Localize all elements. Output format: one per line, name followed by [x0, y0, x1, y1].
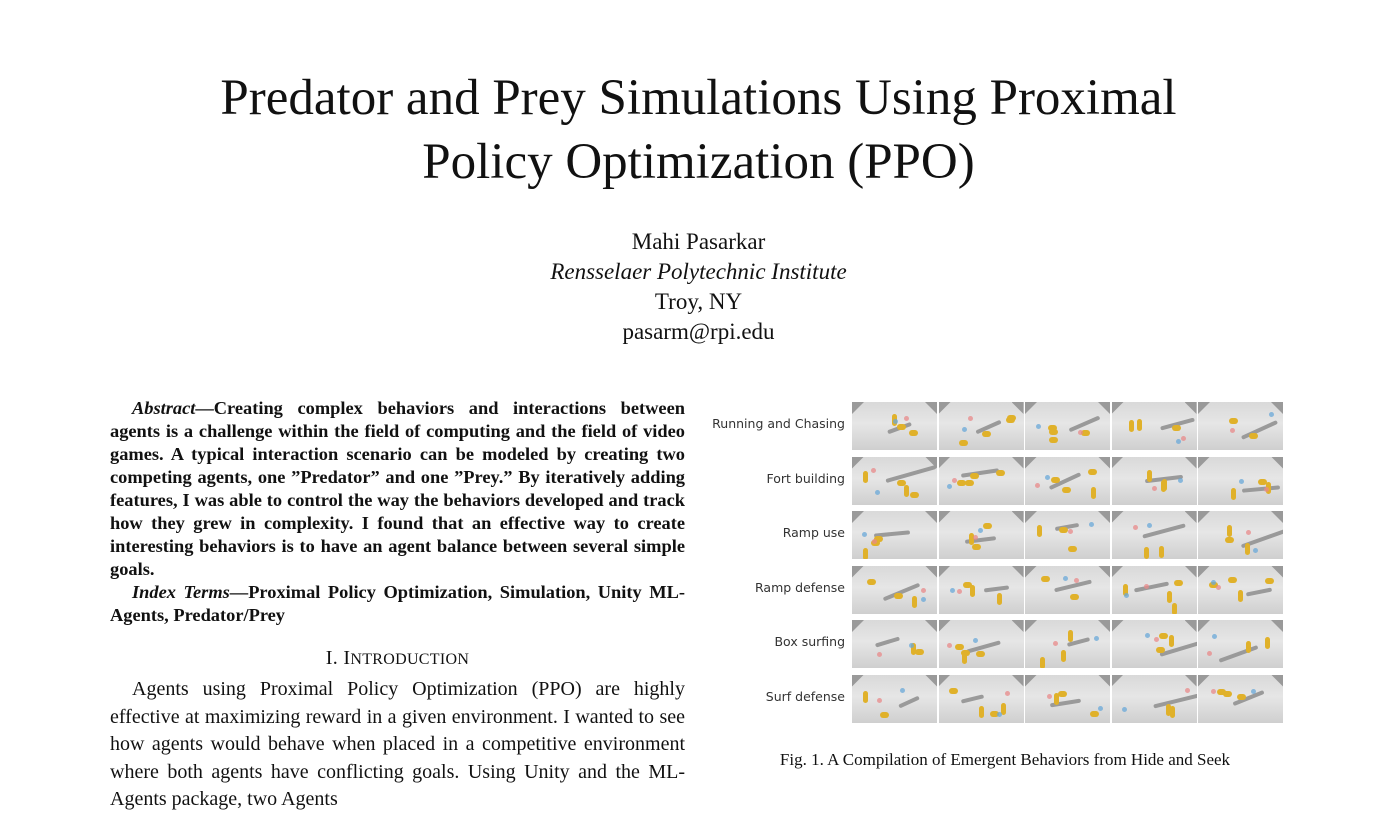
box-shape: [1249, 433, 1258, 439]
behavior-thumbnail: [1112, 620, 1197, 668]
figure-row: [705, 511, 1295, 559]
agent-shape: [952, 478, 957, 483]
agent-shape: [862, 532, 867, 537]
box-shape: [897, 424, 906, 430]
ramp-shape: [875, 636, 900, 647]
box-shape: [863, 548, 868, 559]
ramp-shape: [898, 696, 920, 709]
box-shape: [1225, 537, 1234, 543]
agent-shape: [909, 643, 914, 648]
ramp-shape: [1134, 582, 1169, 593]
behavior-thumbnail: [1025, 402, 1110, 450]
left-column: [110, 397, 685, 814]
behavior-thumbnail: [939, 457, 1024, 505]
behavior-thumbnail: [1112, 457, 1197, 505]
box-shape: [983, 523, 992, 529]
author-location: Troy, NY: [654, 289, 743, 314]
figure-row-label: Surf defense: [765, 688, 845, 704]
behavior-thumbnail: [1198, 402, 1283, 450]
agent-shape: [1181, 436, 1186, 441]
behavior-thumbnail: [852, 402, 937, 450]
agent-shape: [1089, 522, 1094, 527]
agent-shape: [1152, 486, 1157, 491]
agent-shape: [1185, 688, 1190, 693]
agent-shape: [1053, 641, 1058, 646]
box-shape: [959, 440, 968, 446]
ramp-shape: [984, 586, 1009, 593]
abstract-lead: Abstract: [132, 398, 196, 418]
agent-shape: [1239, 479, 1244, 484]
figure-1: [705, 402, 1295, 720]
figure-row: [705, 457, 1295, 505]
section-heading: [110, 647, 685, 670]
figure-row: [705, 566, 1295, 614]
box-shape: [1246, 641, 1251, 653]
agent-shape: [1212, 634, 1217, 639]
agent-shape: [997, 712, 1002, 717]
ramp-shape: [961, 468, 999, 478]
agent-shape: [1269, 412, 1274, 417]
box-shape: [1088, 469, 1097, 475]
agent-shape: [1047, 694, 1052, 699]
box-shape: [955, 644, 964, 650]
box-shape: [970, 473, 979, 479]
box-shape: [1159, 633, 1168, 639]
behavior-thumbnail: [1198, 457, 1283, 505]
box-shape: [1159, 546, 1164, 558]
agent-shape: [1045, 475, 1050, 480]
box-shape: [970, 585, 975, 597]
box-shape: [1167, 591, 1172, 603]
agent-shape: [950, 588, 955, 593]
agent-shape: [1246, 530, 1251, 535]
behavior-thumbnail: [852, 675, 937, 723]
box-shape: [863, 691, 868, 703]
figure-row-label: Fort building: [766, 470, 845, 486]
author-affiliation: Rensselaer Polytechnic Institute: [550, 259, 847, 284]
ramp-shape: [1153, 693, 1197, 708]
behavior-thumbnail: [1025, 566, 1110, 614]
box-shape: [912, 596, 917, 608]
agent-shape: [1005, 691, 1010, 696]
agent-shape: [1176, 439, 1181, 444]
title-line-1: Predator and Prey Simulations Using Proximal: [220, 70, 1177, 126]
box-shape: [1091, 487, 1096, 499]
section-title-first: I: [343, 647, 351, 669]
figure-row: [705, 675, 1295, 723]
box-shape: [1129, 420, 1134, 432]
agent-shape: [1216, 585, 1221, 590]
box-shape: [1059, 527, 1068, 533]
agent-shape: [1211, 689, 1216, 694]
box-shape: [1237, 694, 1246, 700]
box-shape: [863, 471, 868, 483]
box-shape: [965, 480, 974, 486]
box-shape: [1147, 470, 1152, 482]
agent-shape: [1154, 637, 1159, 642]
box-shape: [1049, 437, 1058, 443]
box-shape: [1070, 594, 1079, 600]
agent-shape: [1211, 580, 1216, 585]
box-shape: [867, 579, 876, 585]
figure-row: [705, 620, 1295, 668]
abstract-text: —Creating complex behaviors and interactions between agents is a challenge within the field of computing and the field of video games. A typical interaction scenario can be modeled by creating two competing agents, one ”Predator” and one ”Prey.” By iteratively adding features, I was able to control the way the behaviors developed and track how they grew in complexity. I found that an effective way to create interesting behaviors is to have an agent balance between several simple goals.: [110, 398, 685, 579]
figure-row-label: Box surfing: [774, 634, 845, 649]
agent-shape: [1230, 428, 1235, 433]
box-shape: [1062, 487, 1071, 493]
box-shape: [1068, 630, 1073, 642]
agent-shape: [1122, 707, 1127, 712]
box-shape: [1172, 603, 1177, 613]
index-terms: [110, 581, 685, 627]
figure-caption: Fig. 1. A Compilation of Emergent Behaviors from Hide and Seek: [779, 750, 1231, 769]
box-shape: [909, 430, 918, 436]
agent-shape: [893, 419, 898, 424]
intro-paragraph: Agents using Proximal Policy Optimization (PPO) are highly effective at maximizing reward in a given environment. I wanted to see how agents would behave when placed in a competitive environment where both agents have conflicting goals. Using Unity and the ML-Agents package, two Agents: [110, 678, 685, 810]
index-terms-text: —Proximal Policy Optimization, Simulation, Unity ML-Agents, Predator/Prey: [110, 582, 685, 625]
agent-shape: [900, 688, 905, 693]
agent-shape: [875, 490, 880, 495]
behavior-thumbnail: [1025, 457, 1110, 505]
behavior-thumbnail: [852, 566, 937, 614]
box-shape: [894, 593, 903, 599]
box-shape: [1061, 650, 1066, 662]
ramp-shape: [961, 695, 984, 704]
behavior-thumbnail: [1112, 566, 1197, 614]
agent-shape: [1035, 483, 1040, 488]
behavior-thumbnail: [852, 457, 937, 505]
figure-row-label: Running and Chasing: [712, 416, 845, 431]
behavior-thumbnail: [852, 511, 937, 559]
box-shape: [1169, 635, 1174, 647]
agent-shape: [973, 638, 978, 643]
agent-shape: [1094, 636, 1099, 641]
box-shape: [1217, 689, 1226, 695]
box-shape: [1058, 691, 1067, 697]
agent-shape: [1207, 651, 1212, 656]
ramp-shape: [1219, 645, 1259, 663]
figure-row: [705, 402, 1295, 450]
box-shape: [1231, 488, 1236, 500]
ramp-shape: [1241, 420, 1278, 440]
agent-shape: [1145, 633, 1150, 638]
box-shape: [1137, 419, 1142, 431]
behavior-thumbnail: [1025, 511, 1110, 559]
agent-shape: [1147, 523, 1152, 528]
behavior-thumbnail: [1198, 620, 1283, 668]
box-shape: [949, 688, 958, 694]
box-shape: [961, 650, 970, 656]
box-shape: [915, 649, 924, 655]
behavior-thumbnail: [852, 620, 937, 668]
box-shape: [1040, 657, 1045, 668]
box-shape: [1174, 580, 1183, 586]
author-name: Mahi Pasarkar: [631, 229, 766, 254]
box-shape: [1172, 425, 1181, 431]
ramp-shape: [1246, 588, 1273, 597]
box-shape: [1227, 525, 1232, 537]
agent-shape: [1063, 576, 1068, 581]
box-shape: [1228, 577, 1237, 583]
box-shape: [880, 712, 889, 718]
box-shape: [982, 431, 991, 437]
box-shape: [904, 485, 909, 497]
agent-shape: [947, 484, 952, 489]
figure-row-label: Ramp use: [782, 525, 845, 540]
agent-shape: [904, 416, 909, 421]
section-number: I.: [325, 647, 339, 669]
box-shape: [979, 706, 984, 718]
behavior-thumbnail: [939, 675, 1024, 723]
box-shape: [1006, 417, 1015, 423]
box-shape: [996, 470, 1005, 476]
box-shape: [1156, 647, 1165, 653]
agent-shape: [1124, 593, 1129, 598]
box-shape: [976, 651, 985, 657]
behavior-thumbnail: [1025, 675, 1110, 723]
agent-shape: [921, 597, 926, 602]
behavior-thumbnail: [1112, 402, 1197, 450]
agent-shape: [1098, 706, 1103, 711]
box-shape: [1265, 578, 1274, 584]
agent-shape: [1264, 487, 1269, 492]
agent-shape: [957, 589, 962, 594]
box-shape: [1041, 576, 1050, 582]
agent-shape: [1133, 525, 1138, 530]
box-shape: [1162, 479, 1167, 491]
agent-shape: [1036, 424, 1041, 429]
box-shape: [1054, 693, 1059, 705]
box-shape: [1048, 425, 1057, 431]
box-shape: [1144, 547, 1149, 559]
paper-title: [0, 66, 1397, 194]
abstract: [110, 397, 685, 581]
box-shape: [1090, 711, 1099, 717]
behavior-thumbnail: [1112, 675, 1197, 723]
agent-shape: [1144, 584, 1149, 589]
behavior-thumbnail: [939, 402, 1024, 450]
agent-shape: [962, 427, 967, 432]
index-terms-lead: Index Terms: [132, 582, 230, 602]
behavior-thumbnail: [1025, 620, 1110, 668]
box-shape: [1037, 525, 1042, 537]
ramp-shape: [1242, 485, 1281, 492]
behavior-thumbnail: [939, 566, 1024, 614]
author-email: pasarm@rpi.edu: [622, 319, 775, 344]
box-shape: [1245, 543, 1250, 555]
agent-shape: [871, 468, 876, 473]
agent-shape: [1253, 548, 1258, 553]
agent-shape: [921, 588, 926, 593]
behavior-thumbnail: [1198, 566, 1283, 614]
behavior-thumbnail: [1198, 511, 1283, 559]
box-shape: [1265, 637, 1270, 649]
behavior-thumbnail: [1198, 675, 1283, 723]
author-block: [0, 227, 1397, 347]
box-shape: [910, 492, 919, 498]
behavior-thumbnail: [1112, 511, 1197, 559]
agent-shape: [877, 698, 882, 703]
behavior-thumbnail: [939, 511, 1024, 559]
figure-row-label: Ramp defense: [755, 579, 845, 595]
box-shape: [1166, 704, 1171, 716]
box-shape: [1051, 477, 1060, 483]
box-shape: [1238, 590, 1243, 602]
box-shape: [1068, 546, 1077, 552]
agent-shape: [978, 528, 983, 533]
behavior-thumbnail: [939, 620, 1024, 668]
ramp-shape: [1054, 579, 1092, 592]
box-shape: [1229, 418, 1238, 424]
agent-shape: [968, 416, 973, 421]
ramp-shape: [886, 465, 937, 483]
agent-shape: [1178, 478, 1183, 483]
behavior-grid: [705, 402, 1295, 720]
box-shape: [997, 593, 1002, 605]
box-shape: [972, 544, 981, 550]
title-line-2: Policy Optimization (PPO): [422, 134, 975, 190]
agent-shape: [1068, 529, 1073, 534]
section-title-rest: NTRODUCTION: [350, 651, 470, 668]
agent-shape: [877, 652, 882, 657]
agent-shape: [947, 643, 952, 648]
box-shape: [1001, 703, 1006, 715]
